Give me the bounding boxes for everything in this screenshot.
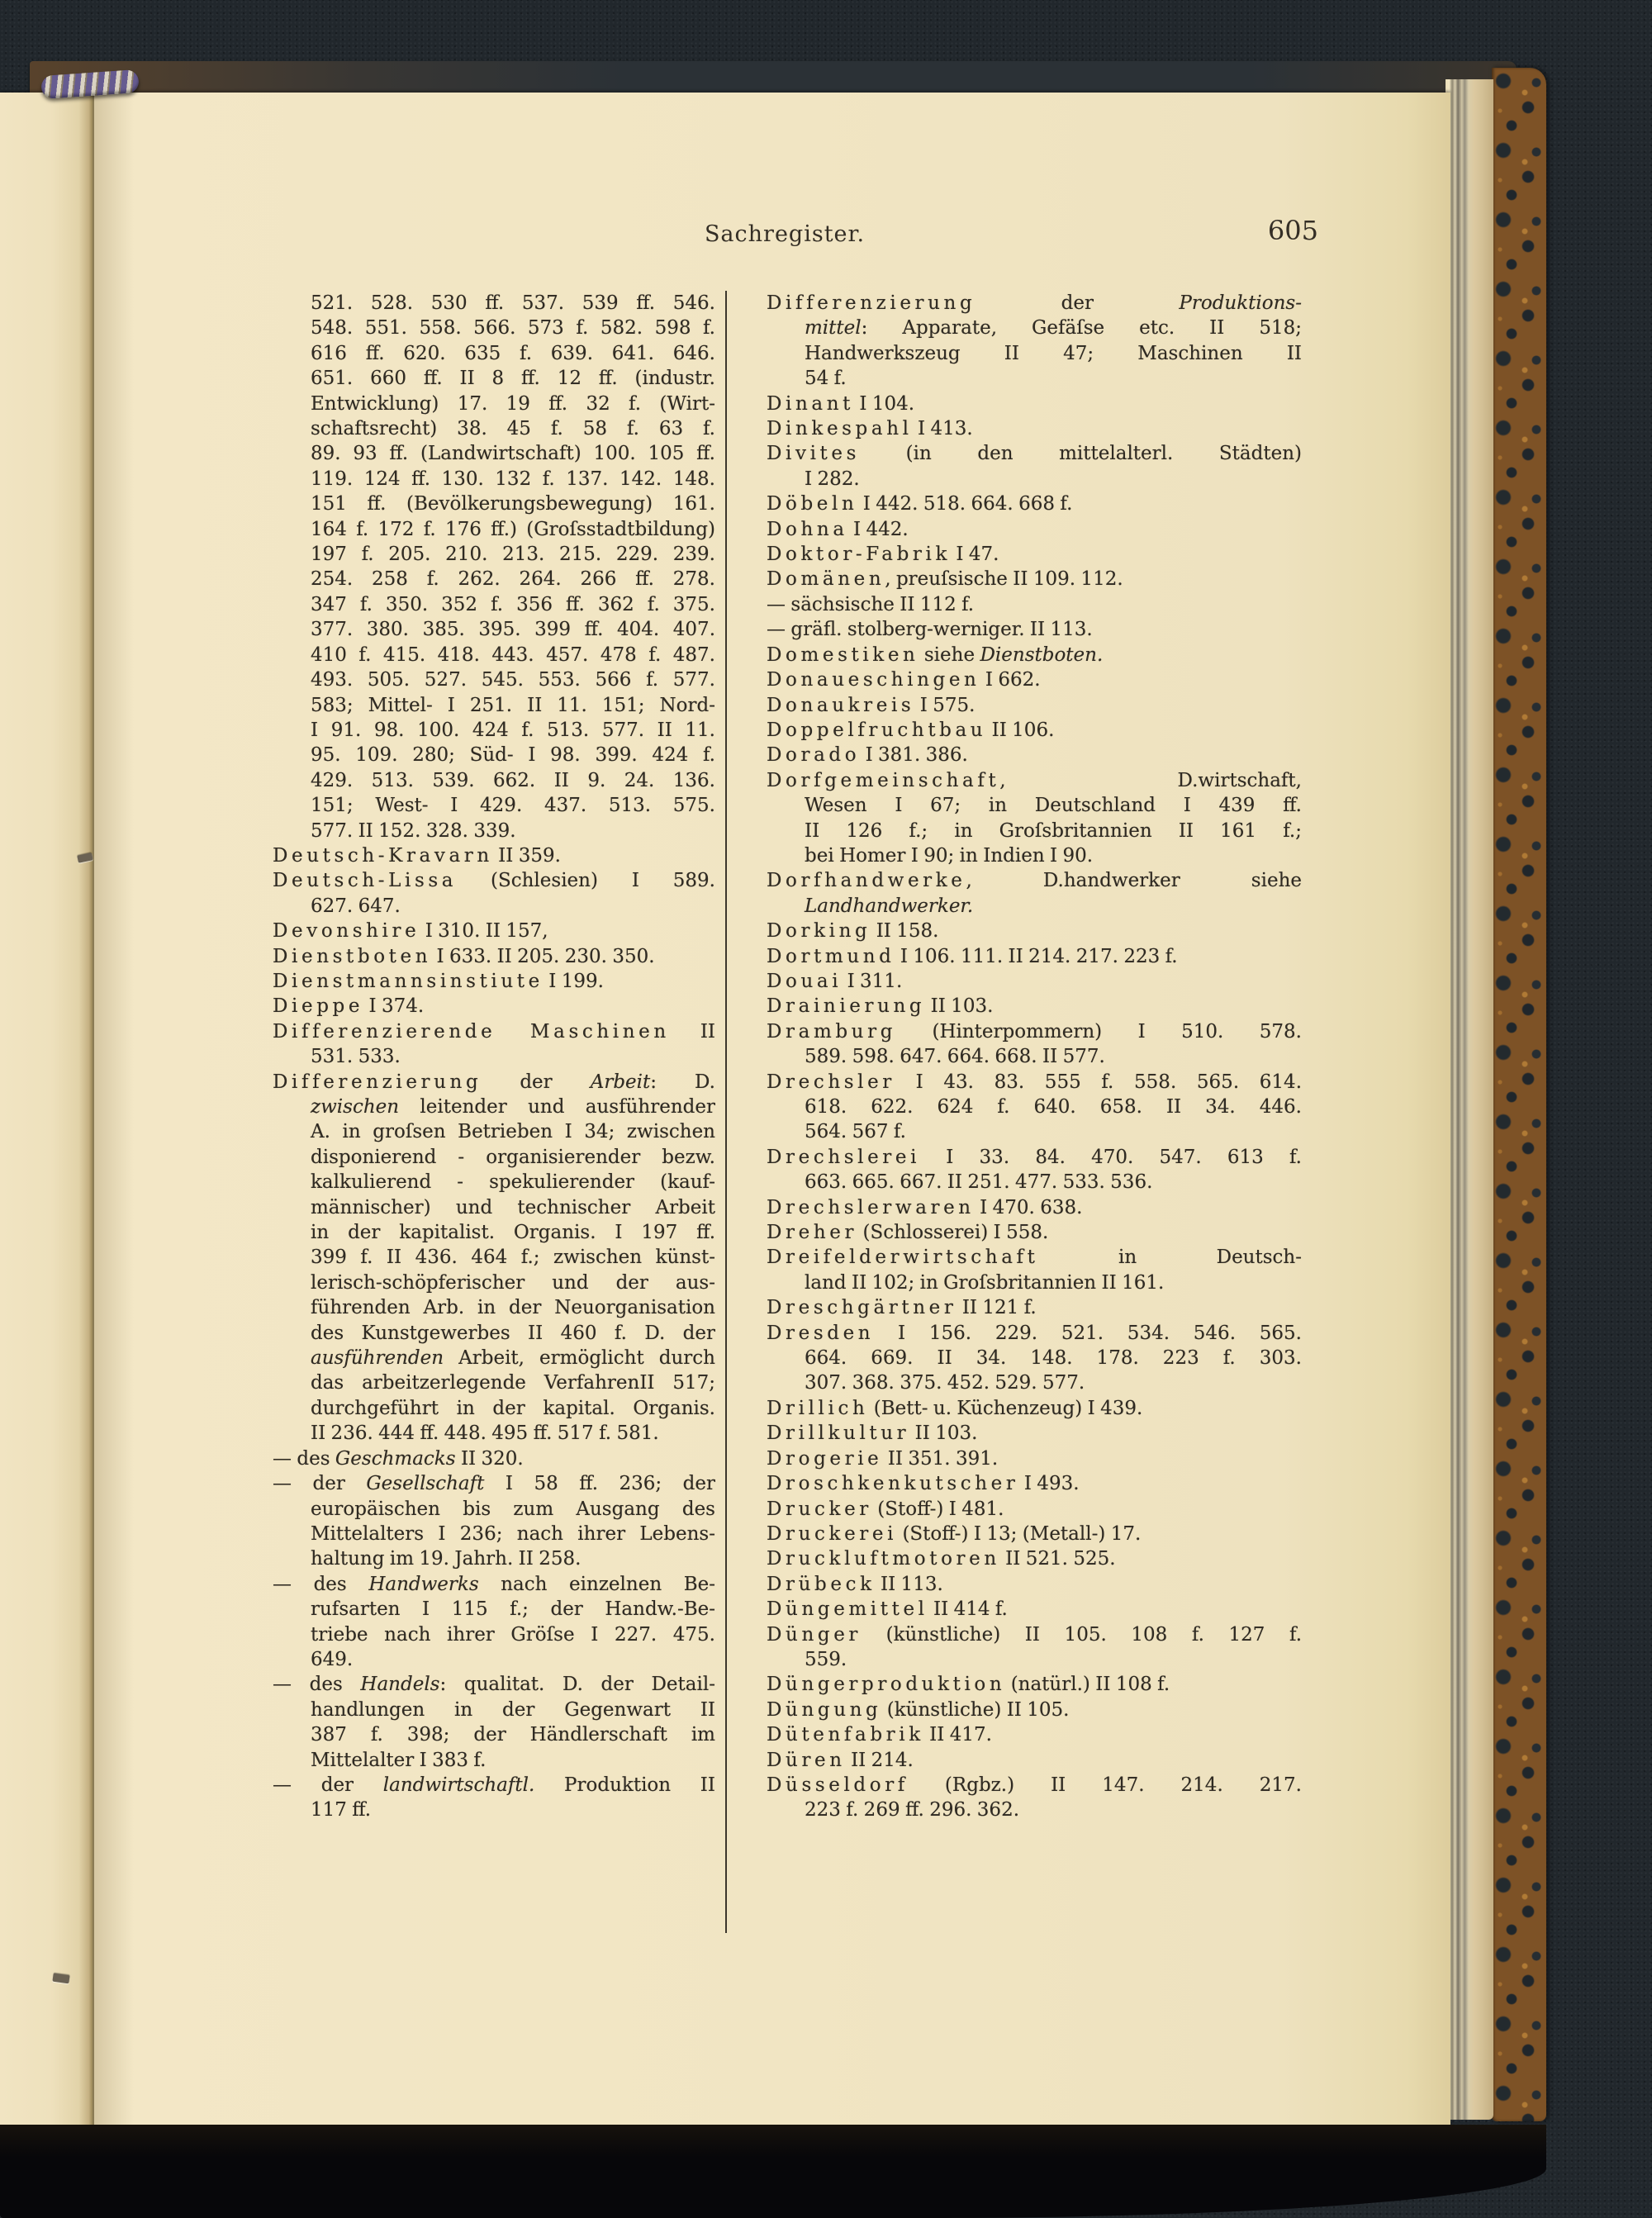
index-line: mittel: Apparate, Gefäſse etc. II 518; (805, 317, 1302, 340)
index-line: 151; West- I 429. 437. 513. 575. (311, 795, 715, 817)
book-bottom-shadow (0, 2125, 1546, 2218)
index-column-right (767, 291, 1302, 1823)
index-line: zwischen leitender und ausführender (311, 1096, 715, 1118)
index-line: 616 ff. 620. 635 f. 639. 641. 646. (311, 342, 715, 364)
index-line: Drogerie II 351. 391. (767, 1447, 999, 1470)
book-cover-marbled-edge (1492, 68, 1546, 2121)
index-line: Drillkultur II 103. (767, 1422, 978, 1445)
index-line: 254. 258 f. 262. 264. 266 ff. 278. (311, 568, 715, 591)
index-line: Wesen I 67; in Deutschland I 439 ff. (805, 795, 1302, 817)
index-line: 54 f. (805, 368, 847, 390)
index-line: — der landwirtschaftl. Produktion II (273, 1774, 715, 1796)
index-line: triebe nach ihrer Gröſse I 227. 475. (311, 1623, 715, 1646)
index-line: Differenzierung der Arbeit: D. (273, 1071, 715, 1093)
index-line: Düngung (künstliche) II 105. (767, 1698, 1070, 1721)
index-line: Entwicklung) 17. 19 ff. 32 f. (Wirt- (311, 392, 715, 415)
index-line: Dienstmannsinstiute I 199. (273, 970, 604, 992)
index-line: das arbeitzerlegende VerfahrenII 517; (311, 1372, 715, 1394)
index-line: Dorfgemeinschaft, D.wirtschaft, (767, 769, 1302, 791)
index-line: Drillich (Bett- u. Küchenzeug) I 439. (767, 1397, 1143, 1419)
index-line: Divites (in den mittelalterl. Städten) (767, 443, 1302, 465)
index-line: 627. 647. (311, 895, 401, 917)
index-line: 531. 533. (311, 1046, 401, 1068)
index-line: Dütenfabrik II 417. (767, 1724, 992, 1746)
index-line: 164 f. 172 f. 176 ff.) (Groſsstadtbildung) (311, 518, 715, 540)
page-stack-edges (1446, 79, 1493, 2120)
index-line: Druckerei (Stoff-) I 13; (Metall-) 17. (767, 1522, 1142, 1545)
index-line: — des Geschmacks II 320. (273, 1447, 524, 1470)
index-line: — des Handels: qualitat. D. der Detail- (273, 1674, 715, 1696)
index-line: Domänen, preuſsische II 109. 112. (767, 568, 1123, 591)
index-line: Dreifelderwirtschaft in Deutsch- (767, 1247, 1302, 1269)
index-line: Drechslerwaren I 470. 638. (767, 1196, 1083, 1218)
index-line: Landhandwerker. (805, 895, 974, 917)
index-line: Droschkenkutscher I 493. (767, 1473, 1080, 1495)
index-line: Düren II 214. (767, 1749, 914, 1771)
index-line: — sächsische II 112 f. (767, 593, 975, 615)
page-title: Sachregister. (704, 221, 866, 247)
cover-wear-texture (30, 61, 1517, 96)
index-line: 119. 124 ff. 130. 132 f. 137. 142. 148. (311, 468, 715, 490)
index-line: A. in groſsen Betrieben I 34; zwischen (311, 1121, 715, 1143)
index-line: Mittelalter I 383 f. (311, 1749, 487, 1771)
index-line: 307. 368. 375. 452. 529. 577. (805, 1372, 1085, 1394)
index-line: europäischen bis zum Ausgang des (311, 1498, 715, 1520)
index-column-left (273, 291, 715, 1823)
index-line: 663. 665. 667. II 251. 477. 533. 536. (805, 1171, 1153, 1194)
index-line: Drechsler I 43. 83. 555 f. 558. 565. 614. (767, 1071, 1302, 1093)
index-line: Dramburg (Hinterpommern) I 510. 578. (767, 1020, 1302, 1043)
index-line: Mittelalters I 236; nach ihrer Lebens- (311, 1522, 715, 1545)
index-line: 583; Mittel- I 251. II 11. 151; Nord- (311, 694, 715, 716)
index-line: I 91. 98. 100. 424 f. 513. 577. II 11. (311, 719, 715, 741)
index-line: Handwerkszeug II 47; Maschinen II (805, 342, 1302, 364)
index-line: — gräfl. stolberg-werniger. II 113. (767, 619, 1093, 641)
index-line: Donaueschingen I 662. (767, 669, 1041, 691)
index-line: Dieppe I 374. (273, 995, 425, 1018)
index-line: Dinant I 104. (767, 392, 915, 415)
index-line: 95. 109. 280; Süd- I 98. 399. 424 f. (311, 744, 715, 767)
index-line: 493. 505. 527. 545. 553. 566 f. 577. (311, 669, 715, 691)
index-line: Devonshire I 310. II 157, (273, 920, 548, 943)
index-line: Dortmund I 106. 111. II 214. 217. 223 f. (767, 945, 1178, 967)
index-line: Drainierung II 103. (767, 995, 994, 1018)
index-line: Deutsch-Lissa (Schlesien) I 589. (273, 870, 715, 892)
index-line: Douai I 311. (767, 970, 903, 992)
index-line: Druckluftmotoren II 521. 525. (767, 1548, 1116, 1570)
index-line: 429. 513. 539. 662. II 9. 24. 136. (311, 769, 715, 791)
index-line: Donaukreis I 575. (767, 694, 976, 716)
index-line: schaftsrecht) 38. 45 f. 58 f. 63 f. (311, 418, 715, 440)
index-line: land II 102; in Groſsbritannien II 161. (805, 1271, 1165, 1294)
index-line: disponierend - organisierender bezw. (311, 1146, 715, 1168)
index-line: ausführenden Arbeit, ermöglicht durch (311, 1347, 715, 1370)
index-line: 649. (311, 1648, 354, 1670)
index-line: führenden Arb. in der Neuorganisation (311, 1297, 715, 1319)
index-line: 117 ff. (311, 1799, 372, 1821)
index-line: in der kapitalist. Organis. I 197 ff. (311, 1222, 715, 1244)
gutter-shadow (94, 93, 134, 2126)
index-line: II 236. 444 ff. 448. 495 ff. 517 f. 581. (311, 1422, 659, 1445)
index-line: 664. 669. II 34. 148. 178. 223 f. 303. (805, 1347, 1302, 1370)
index-line: I 282. (805, 468, 860, 490)
index-line: des Kunstgewerbes II 460 f. D. der (311, 1322, 715, 1344)
index-line: Dünger (künstliche) II 105. 108 f. 127 f. (767, 1623, 1302, 1646)
index-line: 197 f. 205. 210. 213. 215. 229. 239. (311, 544, 715, 566)
index-line: 618. 622. 624 f. 640. 658. II 34. 446. (805, 1096, 1302, 1118)
index-line: Dresden I 156. 229. 521. 534. 546. 565. (767, 1322, 1302, 1344)
index-line: 387 f. 398; der Händlerschaft im (311, 1724, 715, 1746)
index-line: 577. II 152. 328. 339. (311, 819, 516, 842)
index-line: Dinkespahl I 413. (767, 418, 973, 440)
index-line: Düsseldorf (Rgbz.) II 147. 214. 217. (767, 1774, 1302, 1796)
index-line: 651. 660 ff. II 8 ff. 12 ff. (industr. (311, 368, 715, 390)
index-line: 410 f. 415. 418. 443. 457. 478 f. 487. (311, 644, 715, 666)
index-line: Dorfhandwerke, D.handwerker siehe (767, 870, 1302, 892)
index-line: bei Homer I 90; in Indien I 90. (805, 844, 1094, 867)
index-line: Domestiken siehe Dienstboten. (767, 644, 1104, 666)
index-line: kalkulierend - spekulierender (kauf- (311, 1171, 715, 1194)
index-line: Düngerproduktion (natürl.) II 108 f. (767, 1674, 1170, 1696)
index-line: — der Gesellschaft I 58 ff. 236; der (273, 1473, 715, 1495)
page-number: 605 (1267, 215, 1318, 246)
index-line: Drechslerei I 33. 84. 470. 547. 613 f. (767, 1146, 1302, 1168)
index-line: Dreher (Schlosserei) I 558. (767, 1222, 1049, 1244)
index-line: 564. 567 f. (805, 1121, 906, 1143)
facing-page-gutter (0, 93, 94, 2126)
index-line: haltung im 19. Jahrh. II 258. (311, 1548, 582, 1570)
index-line: 151 ff. (Bevölkerungsbewegung) 161. (311, 493, 715, 515)
index-line: 89. 93 ff. (Landwirtschaft) 100. 105 ff. (311, 443, 715, 465)
index-line: Doktor-Fabrik I 47. (767, 544, 999, 566)
index-line: durchgeführt in der kapital. Organis. (311, 1397, 715, 1419)
index-line: Drübeck II 113. (767, 1573, 943, 1595)
index-line: Dienstboten I 633. II 205. 230. 350. (273, 945, 655, 967)
index-line: Doppelfruchtbau II 106. (767, 719, 1055, 741)
index-line: Dreschgärtner II 121 f. (767, 1297, 1037, 1319)
running-header (273, 221, 1297, 258)
index-line: Düngemittel II 414 f. (767, 1598, 1008, 1621)
index-line: 521. 528. 530 ff. 537. 539 ff. 546. (311, 292, 715, 314)
index-line: handlungen in der Gegenwart II (311, 1698, 715, 1721)
index-line: rufsarten I 115 f.; der Handw.-Be- (311, 1598, 715, 1621)
index-line: Drucker (Stoff-) I 481. (767, 1498, 1004, 1520)
index-line: Döbeln I 442. 518. 664. 668 f. (767, 493, 1073, 515)
index-line: II 126 f.; in Groſsbritannien II 161 f.; (805, 819, 1302, 842)
index-line: Differenzierende Maschinen II (273, 1020, 715, 1043)
index-line: lerisch-schöpferischer und der aus- (311, 1271, 715, 1294)
index-line: 589. 598. 647. 664. 668. II 577. (805, 1046, 1105, 1068)
index-line: 223 f. 269 ff. 296. 362. (805, 1799, 1020, 1821)
index-line: 347 f. 350. 352 f. 356 ff. 362 f. 375. (311, 593, 715, 615)
index-line: 559. (805, 1648, 847, 1670)
column-divider (725, 291, 727, 1933)
index-line: Differenzierung der Produktions- (767, 292, 1302, 314)
index-line: Dorado I 381. 386. (767, 744, 968, 767)
index-line: Deutsch-Kravarn II 359. (273, 844, 561, 867)
index-line: männischer) und technischer Arbeit (311, 1196, 715, 1218)
index-line: 399 f. II 436. 464 f.; zwischen künst- (311, 1247, 715, 1269)
book-page (0, 93, 1450, 2126)
index-line: Dorking II 158. (767, 920, 939, 943)
index-line: Dohna I 442. (767, 518, 909, 540)
book-cover-top-edge (30, 61, 1517, 96)
index-line: 548. 551. 558. 566. 573 f. 582. 598 f. (311, 317, 715, 340)
index-line: 377. 380. 385. 395. 399 ff. 404. 407. (311, 619, 715, 641)
index-line: — des Handwerks nach einzelnen Be- (273, 1573, 715, 1595)
